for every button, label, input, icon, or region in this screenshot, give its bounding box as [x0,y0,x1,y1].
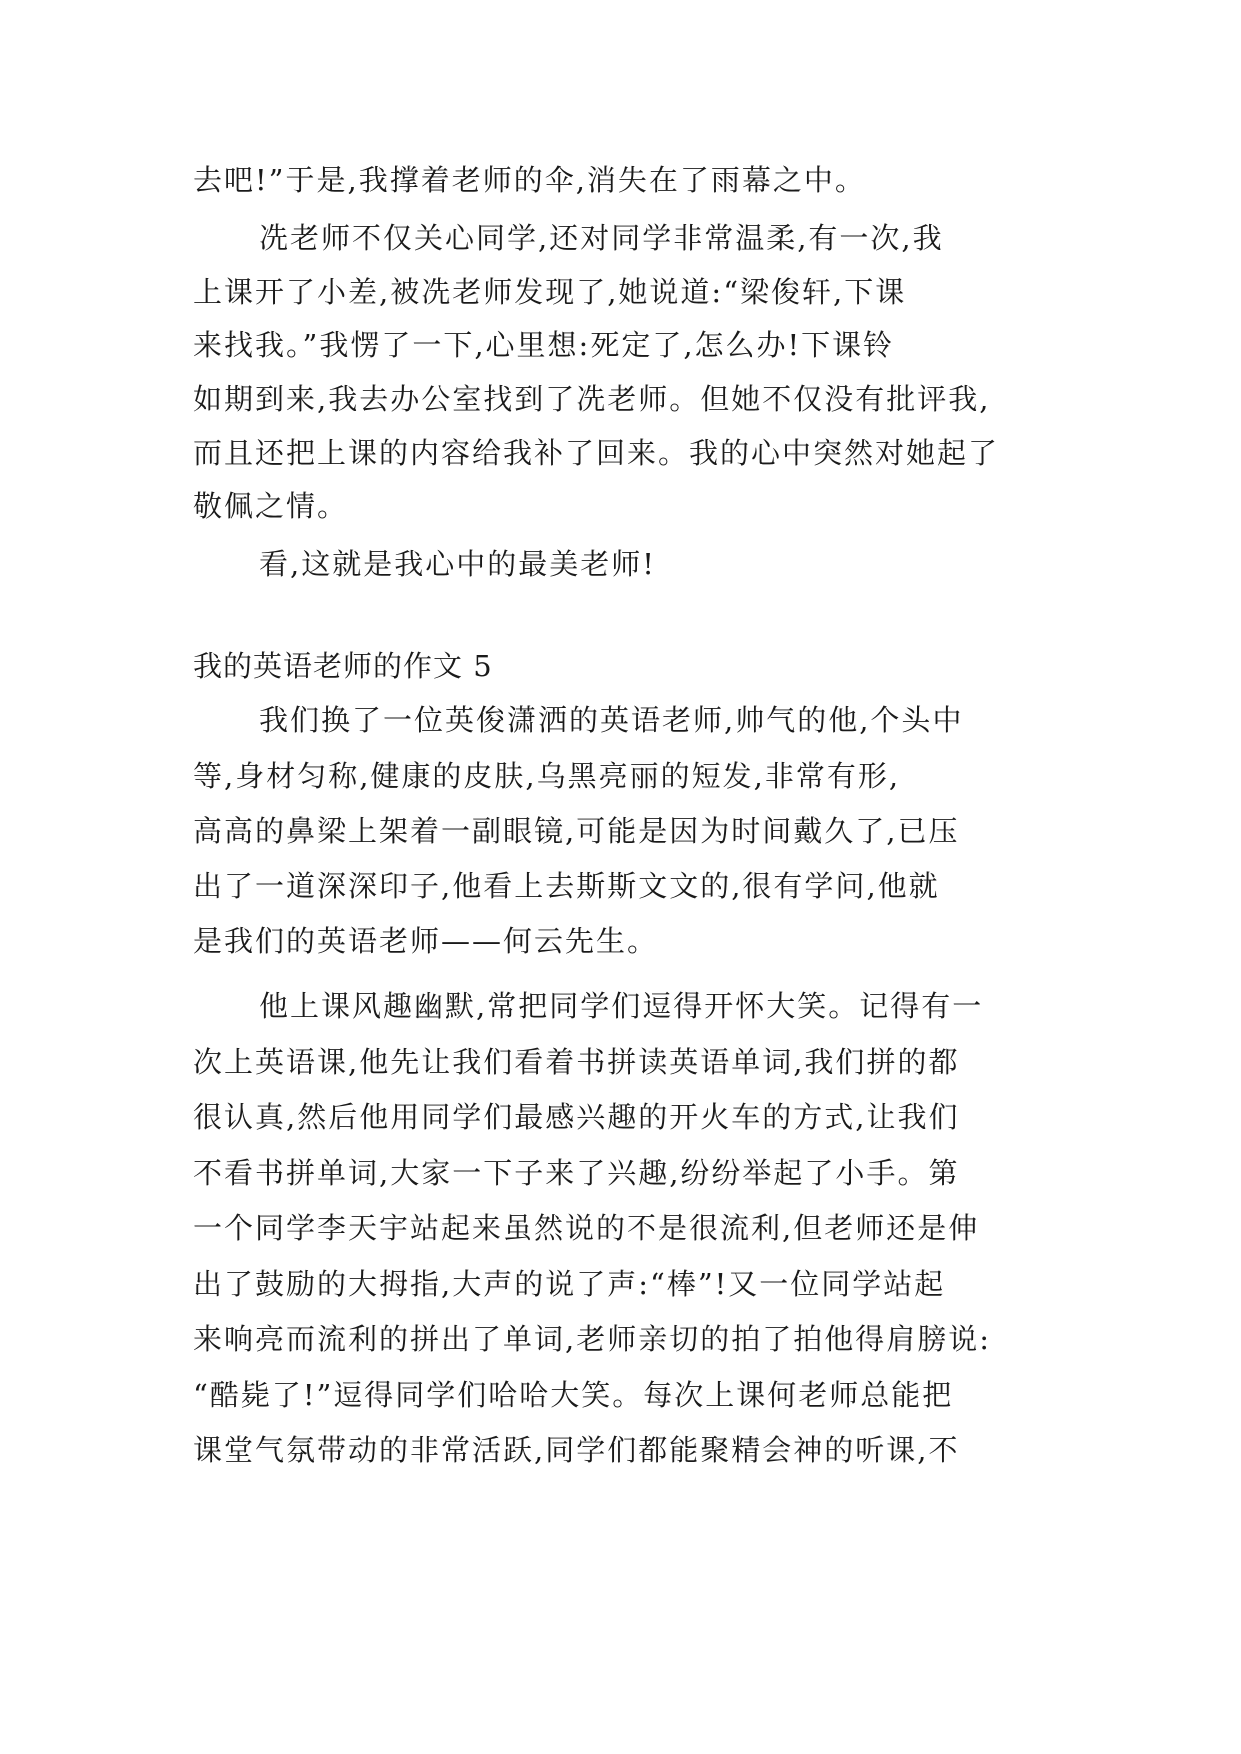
text-line: 等,身材匀称,健康的皮肤,乌黑亮丽的短发,非常有形, [193,759,901,793]
section-heading: 我的英语老师的作文 5 [193,649,493,683]
text-line: 高高的鼻梁上架着一副眼镜,可能是因为时间戴久了,已压 [193,814,960,848]
text-line: 如期到来,我去办公室找到了冼老师。但她不仅没有批评我, [193,382,991,416]
text-line: 冼老师不仅关心同学,还对同学非常温柔,有一次,我 [259,221,944,255]
text-line: 课堂气氛带动的非常活跃,同学们都能聚精会神的听课,不 [193,1433,960,1467]
text-line: 去吧!”于是,我撑着老师的伞,消失在了雨幕之中。 [193,163,866,197]
text-line: 来找我。”我愣了一下,心里想:死定了,怎么办!下课铃 [193,328,895,362]
text-line: 他上课风趣幽默,常把同学们逗得开怀大笑。记得有一 [259,989,984,1023]
text-line: 很认真,然后他用同学们最感兴趣的开火车的方式,让我们 [193,1100,960,1134]
text-line: 而且还把上课的内容给我补了回来。我的心中突然对她起了 [193,436,1000,470]
text-line: 一个同学李天宇站起来虽然说的不是很流利,但老师还是伸 [193,1211,980,1245]
text-line: 是我们的英语老师——何云先生。 [193,924,659,958]
text-line: “酷毙了!”逗得同学们哈哈大笑。每次上课何老师总能把 [193,1378,954,1412]
text-line: 上课开了小差,被冼老师发现了,她说道:“梁俊轩,下课 [193,275,907,309]
text-line: 我们换了一位英俊潇洒的英语老师,帅气的他,个头中 [259,703,964,737]
text-line: 敬佩之情。 [193,489,349,523]
text-line: 看,这就是我心中的最美老师! [259,547,656,581]
text-line: 出了鼓励的大拇指,大声的说了声:“棒”!又一位同学站起 [193,1267,946,1301]
text-line: 次上英语课,他先让我们看着书拼读英语单词,我们拼的都 [193,1045,960,1079]
text-line: 来响亮而流利的拼出了单词,老师亲切的拍了拍他得肩膀说: [193,1322,991,1356]
text-line: 出了一道深深印子,他看上去斯斯文文的,很有学问,他就 [193,869,940,903]
text-line: 不看书拼单词,大家一下子来了兴趣,纷纷举起了小手。第 [193,1156,960,1190]
